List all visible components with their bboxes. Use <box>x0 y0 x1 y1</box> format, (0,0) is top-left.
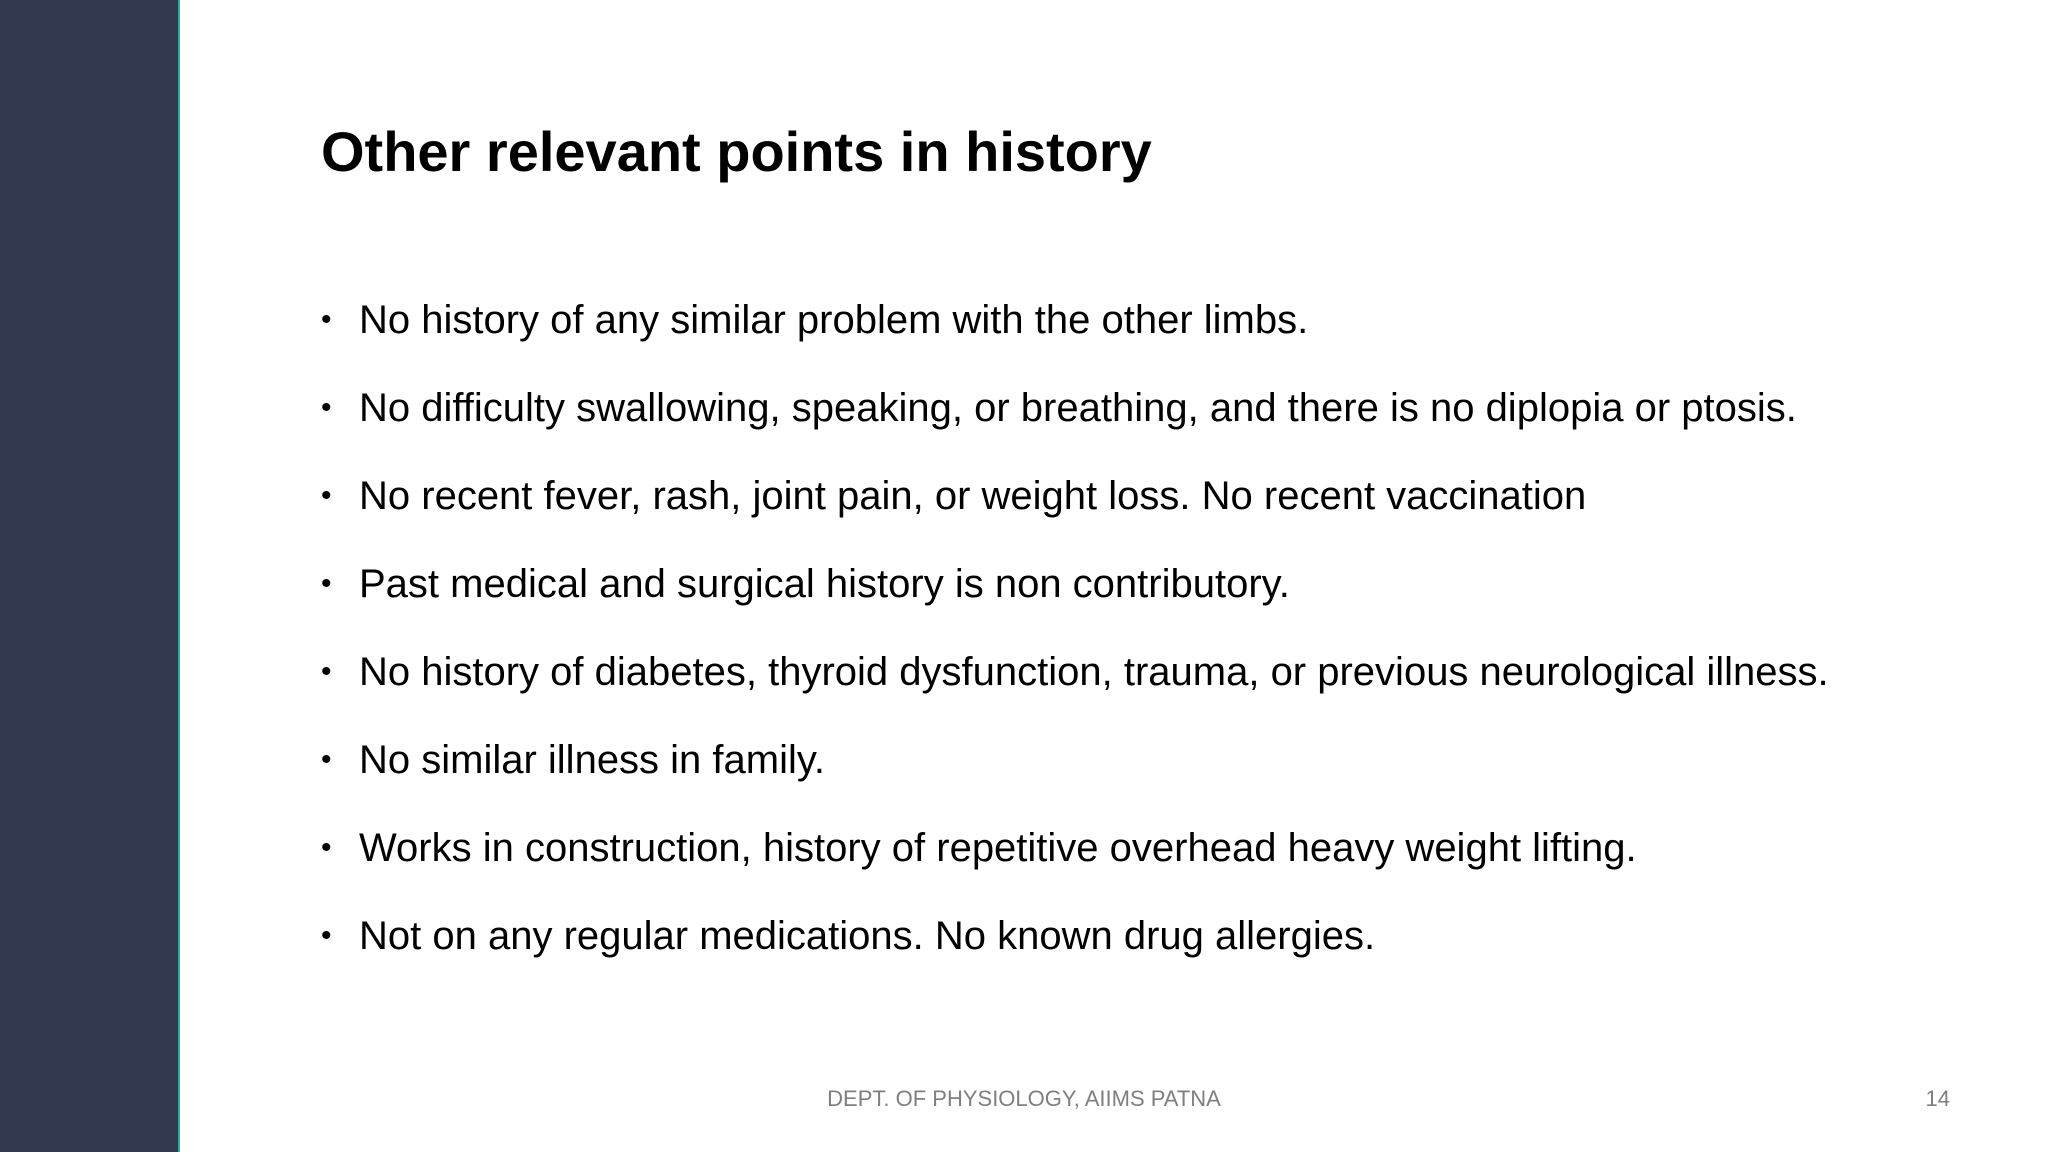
bullet-item <box>321 558 1829 646</box>
bullet-icon: • <box>321 831 332 864</box>
bullet-icon: • <box>321 919 332 952</box>
bullet-text: No history of any similar problem with the other limbs. <box>359 298 1309 342</box>
bullet-item <box>321 382 1829 470</box>
bullet-text: No recent fever, rash, joint pain, or weight loss. No recent vaccination <box>359 474 1587 518</box>
bullet-icon: • <box>321 303 332 336</box>
bullet-text: No difficulty swallowing, speaking, or breathing, and there is no diplopia or ptosis. <box>359 386 1797 430</box>
bullet-item <box>321 294 1829 382</box>
bullet-item <box>321 910 1829 998</box>
bullet-text: Not on any regular medications. No known drug allergies. <box>359 914 1376 958</box>
bullet-item <box>321 646 1829 734</box>
bullet-item <box>321 822 1829 910</box>
bullet-text: Past medical and surgical history is non contributory. <box>359 562 1290 606</box>
bullet-icon: • <box>321 479 332 512</box>
page-number: 14 <box>1925 1086 1950 1111</box>
bullet-item <box>321 470 1829 558</box>
bullet-icon: • <box>321 567 332 600</box>
bullet-text: Works in construction, history of repetitive overhead heavy weight lifting. <box>359 826 1637 870</box>
slide-title: Other relevant points in history <box>321 120 1152 183</box>
bullet-item <box>321 734 1829 822</box>
bullet-icon: • <box>321 655 332 688</box>
bullet-icon: • <box>321 391 332 424</box>
bullet-list <box>321 294 1829 998</box>
bullet-text: No similar illness in family. <box>359 738 826 782</box>
slide-footer: DEPT. OF PHYSIOLOGY, AIIMS PATNA <box>827 1086 1221 1111</box>
bullet-icon: • <box>321 743 332 776</box>
sidebar-accent-bar <box>0 0 180 1152</box>
bullet-text: No history of diabetes, thyroid dysfunction, trauma, or previous neurological illness. <box>359 650 1829 694</box>
